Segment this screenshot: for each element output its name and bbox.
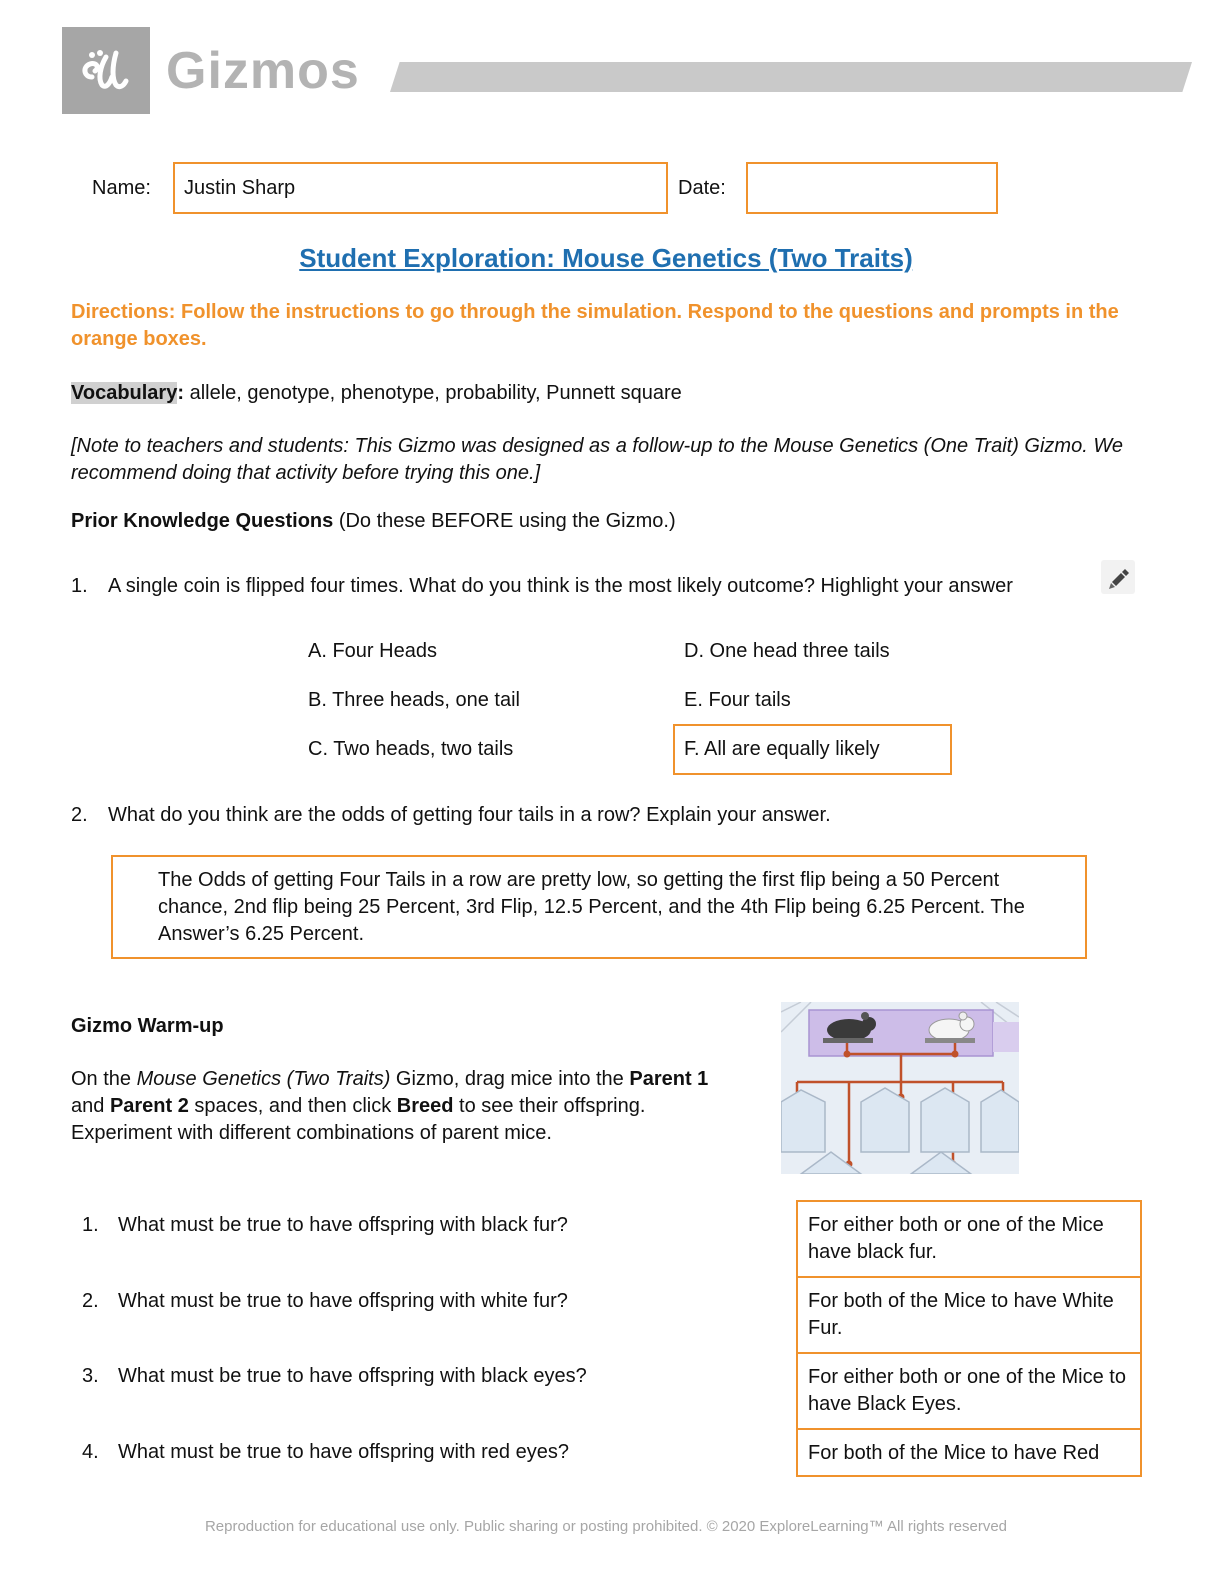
breed-term: Breed	[396, 1095, 454, 1117]
choice-f[interactable]: F. All are equally likely	[684, 738, 880, 760]
vocabulary-colon: :	[177, 382, 185, 404]
highlighter-pen-icon[interactable]	[1101, 560, 1135, 594]
warmup-text-4: spaces, and then click	[188, 1095, 397, 1117]
choice-d[interactable]: D. One head three tails	[684, 640, 890, 662]
warmup-instructions	[71, 1066, 711, 1147]
el-logo-icon	[62, 27, 150, 114]
footer-copyright: Reproduction for educational use only. Public sharing or posting prohibited. © 2020 ExploreLearning™ All rights reserved	[204, 1518, 1008, 1535]
brand-name: Gizmos	[166, 42, 360, 100]
question-2-number: 2.	[71, 804, 88, 826]
warmup-answer-table	[796, 1200, 1142, 1477]
name-label: Name:	[92, 177, 151, 199]
header-bar	[390, 62, 1192, 92]
date-field[interactable]	[746, 162, 998, 214]
name-value: Justin Sharp	[184, 177, 296, 199]
warmup-text-2: Gizmo, drag mice into the	[390, 1068, 630, 1090]
warmup-question-3-number: 3.	[82, 1365, 99, 1387]
question-2-text: What do you think are the odds of getting four tails in a row? Explain your answer.	[108, 804, 831, 826]
question-1-text: A single coin is flipped four times. What do you think is the most likely outcome? Highlight your answer	[108, 575, 1013, 597]
warmup-answer-3[interactable]: For either both or one of the Mice to have Black Eyes.	[798, 1354, 1140, 1430]
choice-a[interactable]: A. Four Heads	[308, 640, 437, 662]
warmup-question-3-text: What must be true to have offspring with black eyes?	[118, 1365, 587, 1387]
warmup-text-3: and	[71, 1095, 110, 1117]
question-1-number: 1.	[71, 575, 88, 597]
warmup-question-4-number: 4.	[82, 1441, 99, 1463]
parent-1-term: Parent 1	[629, 1068, 709, 1090]
warmup-question-2-number: 2.	[82, 1290, 99, 1312]
warmup-text-1: On the	[71, 1068, 137, 1090]
choice-e[interactable]: E. Four tails	[684, 689, 791, 711]
prior-knowledge-heading	[71, 508, 676, 535]
vocabulary-terms: allele, genotype, phenotype, probability, Punnett square	[184, 382, 682, 404]
prior-knowledge-title: Prior Knowledge Questions	[71, 510, 334, 532]
warmup-title: Gizmo Warm-up	[71, 1015, 224, 1037]
warmup-question-4-text: What must be true to have offspring with red eyes?	[118, 1441, 569, 1463]
warmup-answer-4[interactable]: For both of the Mice to have Red	[808, 1442, 1100, 1464]
warmup-answer-2[interactable]: For both of the Mice to have White Fur.	[798, 1278, 1140, 1354]
prior-knowledge-note: (Do these BEFORE using the Gizmo.)	[333, 510, 676, 532]
explorelearning-logo	[62, 27, 150, 114]
warmup-question-1-text: What must be true to have offspring with black fur?	[118, 1214, 568, 1236]
warmup-question-2-text: What must be true to have offspring with white fur?	[118, 1290, 568, 1312]
directions: Directions: Follow the instructions to go through the simulation. Respond to the questions and prompts in the orange boxes.	[71, 301, 1119, 350]
choice-b[interactable]: B. Three heads, one tail	[308, 689, 520, 711]
vocabulary	[71, 380, 682, 407]
warmup-text-5: to see their offspring. Experiment with different combinations of parent mice.	[71, 1095, 646, 1144]
choice-c[interactable]: C. Two heads, two tails	[308, 738, 514, 760]
pen-icon	[1101, 560, 1135, 594]
answer-2-text: The Odds of getting Four Tails in a row are pretty low, so getting the first flip being a 50 Percent chance, 2nd flip being 25 Percent, 3rd Flip, 12.5 Percent, and the 4th Flip being 6.25 Percent. The Answer’s 6.25 Percent.	[158, 869, 1025, 945]
warmup-question-1-number: 1.	[82, 1214, 99, 1236]
page-title: Student Exploration: Mouse Genetics (Two Traits)	[299, 243, 913, 273]
warmup-answer-1[interactable]: For either both or one of the Mice have black fur.	[798, 1202, 1140, 1278]
parent-2-term: Parent 2	[109, 1095, 189, 1117]
vocabulary-label: Vocabulary	[71, 382, 178, 404]
date-label: Date:	[678, 177, 726, 199]
gizmo-screenshot	[781, 1002, 1019, 1174]
teacher-note: [Note to teachers and students: This Gizmo was designed as a follow-up to the Mouse Genetics (One Trait) Gizmo. We recommend doing that activity before trying this one.]	[71, 435, 1123, 484]
gizmo-name: Mouse Genetics (Two Traits)	[136, 1068, 391, 1090]
